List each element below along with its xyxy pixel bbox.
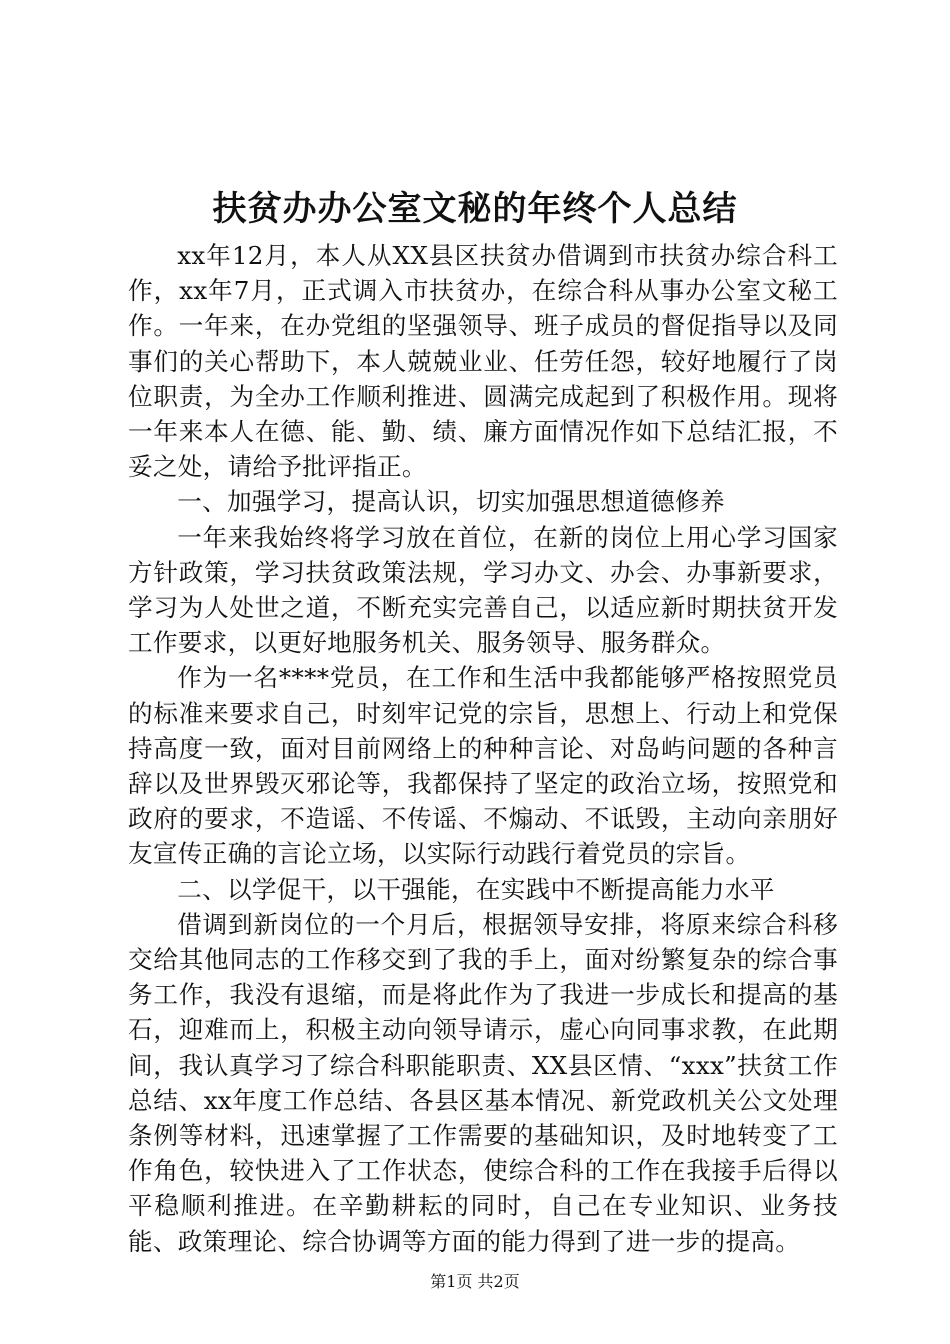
paragraph-practice: 借调到新岗位的一个月后，根据领导安排，将原来综合科移交给其他同志的工作移交到了我的手上，面对纷繁复杂的综合事务工作，我没有退缩，而是将此作为了我进一步成长和提高的基石，迎难而上，积极主动向领导请示，虚心向同事求教，在此期间，我认真学习了综合科职能职责、XX县区情、“xxx”扶贫工作总结、xx年度工作总结、各县区基本情况、新党政机关公文处理条例等材料，迅速掌握了工作需要的基础知识，及时地转变了工作角色，较快进入了工作状态，使综合科的工作在我接手后得以平稳顺利推进。在辛勤耕耘的同时，自己在专业知识、业务技能、政策理论、综合协调等方面的能力得到了进一步的提高。 xyxy=(128,909,838,1256)
paragraph-study: 一年来我始终将学习放在首位，在新的岗位上用心学习国家方针政策，学习扶贫政策法规，学习办文、办会、办事新要求，学习为人处世之道，不断充实完善自己，以适应新时期扶贫开发工作要求，以更好地服务机关、服务领导、服务群众。 xyxy=(128,522,838,658)
document-body xyxy=(128,238,838,1259)
paragraph-intro: xx年12月，本人从XX县区扶贫办借调到市扶贫办综合科工作，xx年7月，正式调入市扶贫办，在综合科从事办公室文秘工作。一年来，在办党组的坚强领导、班子成员的督促指导以及同事们的关心帮助下，本人兢兢业业、任劳任怨，较好地履行了岗位职责，为全办工作顺利推进、圆满完成起到了积极作用。现将一年来本人在德、能、勤、绩、廉方面情况作如下总结汇报，不妥之处，请给予批评指正。 xyxy=(128,241,838,482)
section-heading-2: 二、以学促干，以干强能，在实践中不断提高能力水平 xyxy=(177,874,775,904)
paragraph-party-member: 作为一名****党员，在工作和生活中我都能够严格按照党员的标准来要求自己，时刻牢记党的宗旨，思想上、行动上和党保持高度一致，面对目前网络上的种种言论、对岛屿问题的各种言辞以及世界毁灭邪论等，我都保持了坚定的政治立场，按照党和政府的要求，不造谣、不传谣、不煽动、不诋毁，主动向亲朋好友宣传正确的言论立场，以实际行动践行着党员的宗旨。 xyxy=(128,663,838,869)
section-heading-1: 一、加强学习，提高认识，切实加强思想道德修养 xyxy=(177,487,725,517)
page-number-footer: 第1页 共2页 xyxy=(430,1272,520,1291)
document-title: 扶贫办办公室文秘的年终个人总结 xyxy=(212,189,738,229)
